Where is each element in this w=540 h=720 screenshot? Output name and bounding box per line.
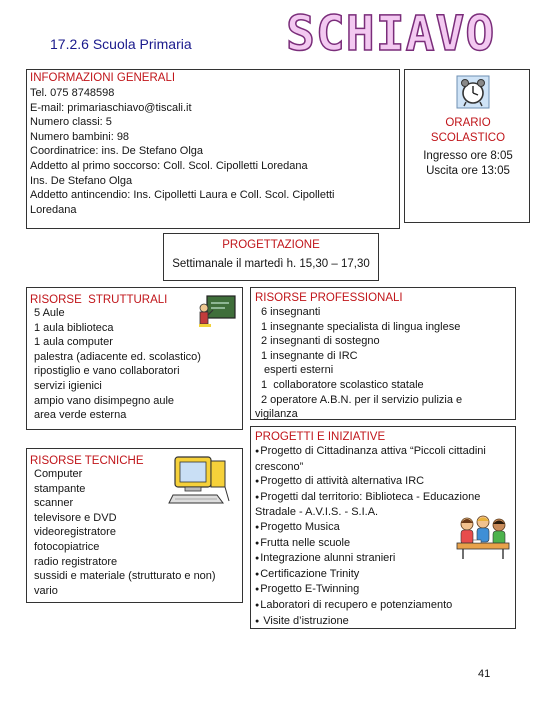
list-item: scanner <box>34 497 74 510</box>
professional-resources-list <box>255 305 515 422</box>
projects-heading: PROGETTI E INIZIATIVE <box>255 431 386 443</box>
project-label: Progetto di Cittadinanza attiva “Piccoli cittadini crescono” <box>255 445 486 473</box>
bullet-icon: ● <box>255 478 260 486</box>
list-item: 1 collaboratore scolastico statale <box>261 378 424 391</box>
list-item <box>255 598 511 614</box>
info-line: Tel. 075 8748598 <box>30 87 115 99</box>
general-info-lines <box>30 86 399 217</box>
schedule-text <box>405 116 531 178</box>
schedule-box <box>404 69 530 223</box>
bullet-icon: ● <box>255 448 260 455</box>
structural-resources-box <box>26 287 243 430</box>
page-subtitle: 17.2.6 Scuola Primaria <box>50 36 192 52</box>
school-name-logo: SCHIAVO <box>286 6 496 62</box>
list-item: ripostiglio e vano collaboratori <box>34 365 180 378</box>
structural-resources-heading: RISORSE STRUTTURALI <box>30 294 168 306</box>
bullet-icon: ● <box>255 493 260 501</box>
info-line: Addetto al primo soccorso: Coll. Scol. Cipolletti Loredana <box>30 159 308 172</box>
planning-text: Settimanale il martedì h. 15,30 – 17,30 <box>172 258 370 270</box>
info-line: Ins. De Stefano Olga <box>30 174 133 187</box>
list-item: ampio vano disimpegno aule <box>34 394 175 407</box>
list-item: Computer <box>34 468 83 480</box>
list-item: stampante <box>34 482 86 495</box>
bullet-icon: ● <box>255 555 260 563</box>
list-item: 1 insegnante di IRC <box>261 349 358 362</box>
bullet-icon: ● <box>255 570 260 578</box>
info-line: Coordinatrice: ins. De Stefano Olga <box>30 145 204 158</box>
info-line: Addetto antincendio: Ins. Cipolletti Laura e Coll. Scol. Cipolletti <box>30 189 335 202</box>
project-label: Progetto Musica <box>260 520 340 533</box>
list-item: 2 insegnanti di sostegno <box>261 335 380 348</box>
general-info-heading: INFORMAZIONI GENERALI <box>30 72 176 84</box>
page-number: 41 <box>478 668 491 680</box>
info-line: Numero classi: 5 <box>30 116 112 129</box>
list-item: palestra (adiacente ed. scolastico) <box>34 350 201 363</box>
list-item: area verde esterna <box>34 409 127 422</box>
project-label: Progetto di attività alternativa IRC <box>260 475 425 488</box>
list-item <box>255 474 511 490</box>
list-item: 1 aula biblioteca <box>34 321 114 334</box>
list-item <box>255 567 511 583</box>
bullet-icon: ● <box>255 601 260 609</box>
list-item: 2 operatore A.B.N. per il servizio pulizia e <box>261 393 463 406</box>
list-item <box>255 582 511 598</box>
info-line: Numero bambini: 98 <box>30 130 130 143</box>
list-item: servizi igienici <box>34 379 102 392</box>
general-info-box <box>26 69 400 229</box>
schedule-exit: Uscita ore 13:05 <box>426 164 510 177</box>
list-item: 5 Aule <box>34 307 65 319</box>
list-item: vigilanza <box>255 408 298 421</box>
bullet-icon: ● <box>255 617 260 625</box>
computer-icon <box>167 453 233 509</box>
list-item: sussidi e materiale (strutturato e non) <box>34 570 216 583</box>
schedule-heading-2: SCOLASTICO <box>430 132 506 144</box>
bullet-icon: ● <box>255 539 260 547</box>
project-label: Progetti dal territorio: Biblioteca - Educazione Stradale - A.V.I.S. - S.I.A. <box>255 490 481 519</box>
technical-resources-heading: RISORSE TECNICHE <box>30 455 144 467</box>
project-label: Visite d’istruzione <box>260 614 349 627</box>
technical-resources-box <box>26 448 243 603</box>
planning-box <box>163 233 379 281</box>
info-line: E-mail: primariaschiavo@tiscali.it <box>30 101 192 114</box>
professional-resources-box <box>250 287 516 420</box>
list-item: fotocopiatrice <box>34 540 100 553</box>
project-label: Frutta nelle scuole <box>260 536 351 549</box>
list-item: radio registratore <box>34 555 118 568</box>
project-label: Certificazione Trinity <box>260 567 360 580</box>
professional-resources-heading: RISORSE PROFESSIONALI <box>255 292 403 304</box>
alarm-clock-icon <box>455 74 491 110</box>
list-item <box>255 614 511 630</box>
list-item: 1 aula computer <box>34 336 113 349</box>
list-item: televisore e DVD <box>34 511 117 524</box>
projects-box <box>250 426 516 629</box>
children-table-icon <box>455 515 511 561</box>
list-item: videoregistratore <box>34 526 116 539</box>
list-item <box>255 444 511 474</box>
bullet-icon: ● <box>255 586 260 594</box>
list-item: 1 insegnante specialista di lingua inglese <box>261 320 461 333</box>
list-item: vario <box>34 584 58 597</box>
list-item: esperti esterni <box>261 364 334 377</box>
list-item: 6 insegnanti <box>261 306 321 318</box>
planning-heading: PROGETTAZIONE <box>222 239 320 251</box>
info-line: Loredana <box>30 203 77 216</box>
bullet-icon: ● <box>255 523 260 531</box>
teacher-board-icon <box>197 294 237 330</box>
schedule-heading-1: ORARIO <box>445 117 491 129</box>
project-label: Progetto E-Twinning <box>260 583 360 596</box>
project-label: Integrazione alunni stranieri <box>260 552 396 565</box>
project-label: Laboratori di recupero e potenziamento <box>260 598 453 611</box>
schedule-entry: Ingresso ore 8:05 <box>423 150 513 162</box>
